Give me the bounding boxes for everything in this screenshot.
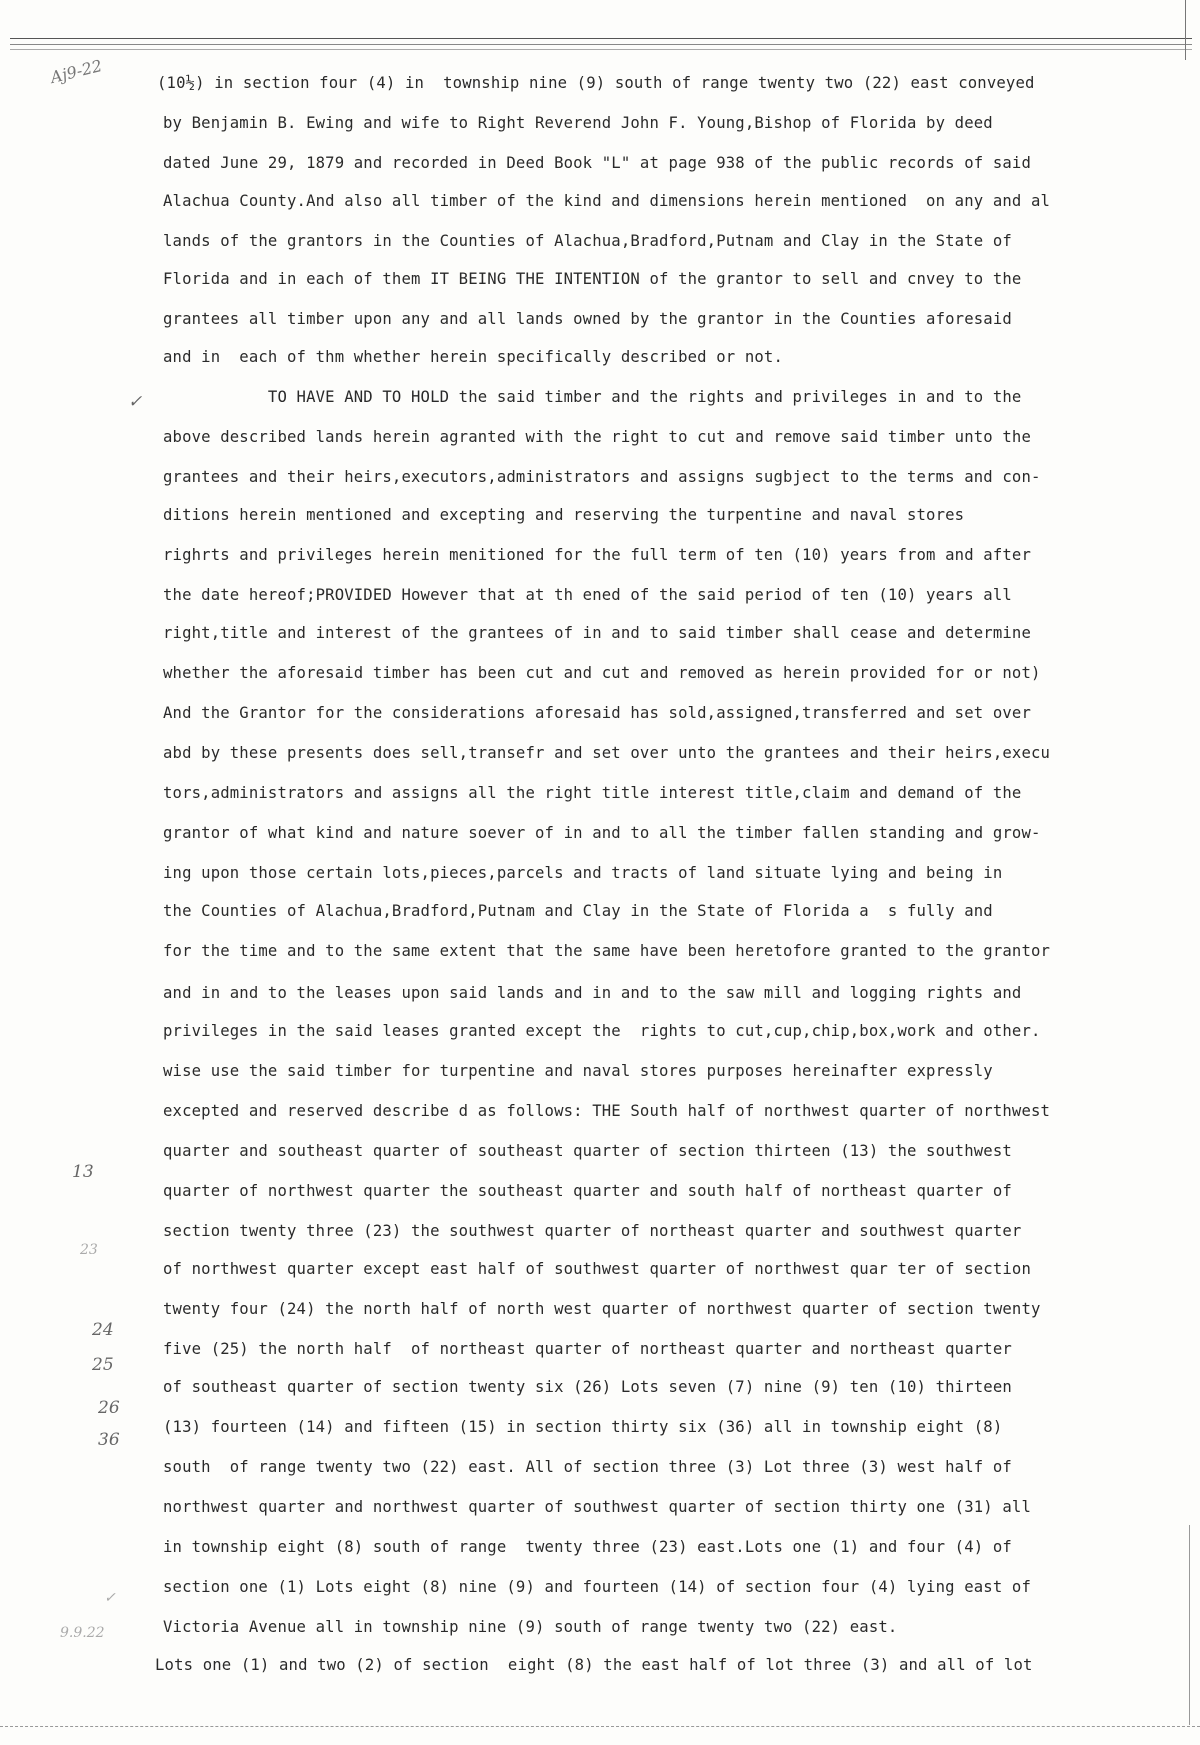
deed-text-line: and in and to the leases upon said lands and in and to the saw mill and logging rights and <box>163 984 1022 1002</box>
deed-text-line: (13) fourteen (14) and fifteen (15) in section thirty six (36) all in township eight (8) <box>163 1418 1003 1436</box>
bottom-edge <box>0 1726 1200 1727</box>
deed-text-line: of southeast quarter of section twenty six (26) Lots seven (7) nine (9) ten (10) thirteen <box>163 1378 1012 1396</box>
deed-text-line: the date hereof;PROVIDED However that at th ened of the said period of ten (10) years all <box>163 586 1012 604</box>
deed-text-line: south of range twenty two (22) east. All of section three (3) Lot three (3) west half of <box>163 1458 1012 1476</box>
deed-text-line: for the time and to the same extent that the same have been heretofore granted to the grantor <box>163 942 1051 960</box>
deed-text-line: righrts and privileges herein menitioned for the full term of ten (10) years from and after <box>163 546 1031 564</box>
deed-text-line: whether the aforesaid timber has been cut and cut and removed as herein provided for or not) <box>163 664 1041 682</box>
deed-text-line: quarter of northwest quarter the southeast quarter and south half of northeast quarter of <box>163 1182 1012 1200</box>
check-mark: ✓ <box>104 1590 116 1606</box>
deed-text-line: wise use the said timber for turpentine and naval stores purposes hereinafter expressly <box>163 1062 993 1080</box>
deed-text-line: dated June 29, 1879 and recorded in Deed Book "L" at page 938 of the public records of said <box>163 154 1031 172</box>
margin-section-number: 24 <box>92 1320 114 1340</box>
deed-text-line: ing upon those certain lots,pieces,parcels and tracts of land situate lying and being in <box>163 864 1003 882</box>
deed-text-line: right,title and interest of the grantees of in and to said timber shall cease and determine <box>163 624 1031 642</box>
deed-text-line: in township eight (8) south of range twenty three (23) east.Lots one (1) and four (4) of <box>163 1538 1012 1556</box>
page-edge <box>1189 1525 1190 1725</box>
deed-text-line: section twenty three (23) the southwest quarter of northeast quarter and southwest quarter <box>163 1222 1022 1240</box>
margin-annotation: 9.9.22 <box>60 1625 105 1641</box>
deed-text-line: above described lands herein agranted with the right to cut and remove said timber unto the <box>163 428 1031 446</box>
margin-section-number: 26 <box>98 1398 120 1418</box>
deed-text-line: TO HAVE AND TO HOLD the said timber and the rights and privileges in and to the <box>163 388 1022 406</box>
deed-text-line: five (25) the north half of northeast quarter of northeast quarter and northeast quarter <box>163 1340 1012 1358</box>
deed-text-line: Victoria Avenue all in township nine (9) south of range twenty two (22) east. <box>163 1618 898 1636</box>
margin-annotation: Aj9-22 <box>48 55 104 88</box>
deed-text-line: section one (1) Lots eight (8) nine (9) and fourteen (14) of section four (4) lying east of <box>163 1578 1031 1596</box>
margin-section-number: 25 <box>92 1355 114 1375</box>
deed-text-line: excepted and reserved describe d as follows: THE South half of northwest quarter of northwest <box>163 1102 1051 1120</box>
page-edge <box>1185 0 1186 60</box>
deed-text-line: privileges in the said leases granted except the rights to cut,cup,chip,box,work and other. <box>163 1022 1041 1040</box>
margin-section-number: 13 <box>72 1162 94 1182</box>
deed-text-line: lands of the grantors in the Counties of Alachua,Bradford,Putnam and Clay in the State of <box>163 232 1012 250</box>
deed-text-line: and in each of thm whether herein specifically described or not. <box>163 348 783 366</box>
top-border-rule <box>10 38 1192 39</box>
deed-text-line: by Benjamin B. Ewing and wife to Right Reverend John F. Young,Bishop of Florida by deed <box>163 114 993 132</box>
deed-text-line: Alachua County.And also all timber of the kind and dimensions herein mentioned on any and al <box>163 192 1051 210</box>
deed-text-line: Florida and in each of them IT BEING THE INTENTION of the grantor to sell and cnvey to the <box>163 270 1022 288</box>
deed-text-line: the Counties of Alachua,Bradford,Putnam and Clay in the State of Florida a s fully and <box>163 902 993 920</box>
deed-text-line: (10½) in section four (4) in township nine (9) south of range twenty two (22) east conveyed <box>157 74 1035 92</box>
margin-section-number: 36 <box>98 1430 120 1450</box>
margin-section-number: 23 <box>80 1242 98 1258</box>
top-border-rule <box>10 49 1192 50</box>
deed-text-line: tors,administrators and assigns all the right title interest title,claim and demand of the <box>163 784 1022 802</box>
top-border-rule <box>10 44 1192 45</box>
deed-text-line: grantees all timber upon any and all lands owned by the grantor in the Counties aforesaid <box>163 310 1012 328</box>
deed-text-line: twenty four (24) the north half of north west quarter of northwest quarter of section twenty <box>163 1300 1041 1318</box>
deed-text-line: grantees and their heirs,executors,administrators and assigns sugbject to the terms and con- <box>163 468 1041 486</box>
deed-text-line: And the Grantor for the considerations aforesaid has sold,assigned,transferred and set over <box>163 704 1031 722</box>
deed-text-line: Lots one (1) and two (2) of section eight (8) the east half of lot three (3) and all of lot <box>155 1656 1033 1674</box>
deed-text-line: ditions herein mentioned and excepting and reserving the turpentine and naval stores <box>163 506 965 524</box>
deed-text-line: quarter and southeast quarter of southeast quarter of section thirteen (13) the southwest <box>163 1142 1012 1160</box>
deed-text-line: northwest quarter and northwest quarter of southwest quarter of section thirty one (31) all <box>163 1498 1031 1516</box>
deed-text-line: of northwest quarter except east half of southwest quarter of northwest quar ter of section <box>163 1260 1031 1278</box>
deed-text-line: abd by these presents does sell,transefr and set over unto the grantees and their heirs,execu <box>163 744 1051 762</box>
deed-text-line: grantor of what kind and nature soever of in and to all the timber fallen standing and grow- <box>163 824 1041 842</box>
check-mark: ✓ <box>128 392 143 412</box>
